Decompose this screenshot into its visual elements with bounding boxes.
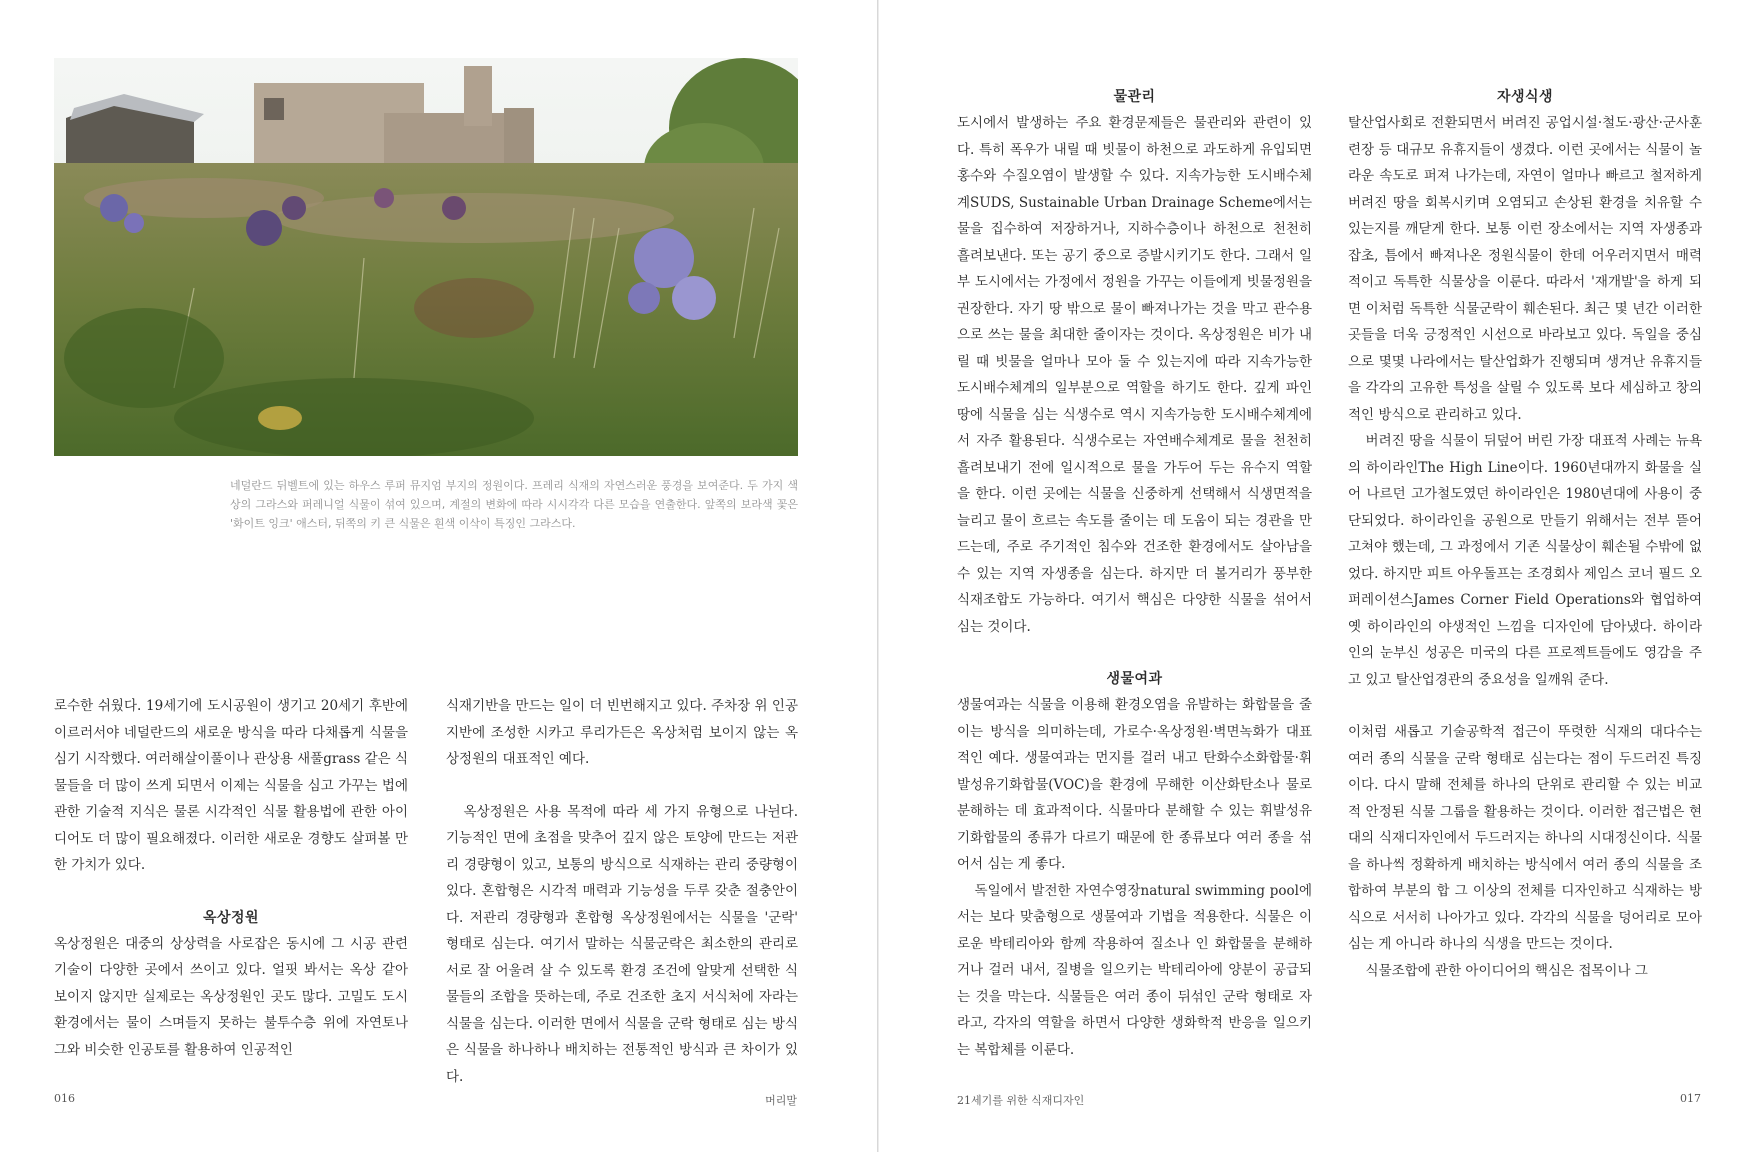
right-column-2 [1348,84,1702,984]
photo-caption: 네덜란드 뒤벨트에 있는 하우스 루퍼 뮤지엄 부지의 정원이다. 프레리 식재의 자연스러운 풍경을 보여준다. 두 가지 색상의 그라스와 퍼레니얼 식물이 섞여 있으며, 계절의 변화에 따라 시시각각 다른 모습을 연출한다. 앞쪽의 보라색 꽃은 '화이트 잉크' 애스터, 뒤쪽의 키 큰 식물은 흰색 이삭이 특징인 그라스다. [230,479,798,530]
right-page [879,0,1756,1152]
page-number: 016 [54,1092,75,1105]
right-column-1 [957,84,1312,1063]
paragraph: 로수한 쉬웠다. 19세기에 도시공원이 생기고 20세기 후반에 이르러서야 네덜란드의 새로운 방식을 따라 다채롭게 식물을 심기 시작했다. 여러해살이풀이나 관상용 새풀grass 같은 식물들을 더 많이 쓰게 되면서 이제는 식물을 심고 가꾸는 법에 관한 기술적 지식은 물론 시각적인 식물 활용법에 관한 아이디어도 더 많이 필요해졌다. 이러한 새로운 경향도 살펴볼 만한 가치가 있다. [54,698,408,873]
section-heading-native: 자생식생 [1496,89,1554,105]
paragraph: 이처럼 새롭고 기술공학적 접근이 뚜렷한 식재의 대다수는 여러 종의 식물을 군락 형태로 심는다는 점이 두드러진 특징이다. 다시 말해 전체를 하나의 단위로 관리할 수 있는 비교적 안정된 식물 그룹을 활용하는 것이다. 이러한 접근법은 현대의 식재디자인에서 두드러지는 하나의 시대정신이다. 식물을 하나씩 정확하게 배치하는 방식에서 여러 종의 식물을 조합하여 부분의 합 그 이상의 전체를 디자인하고 식재하는 방식으로 서서히 나아가고 있다. 각각의 식물을 덩어리로 모아 심는 게 아니라 하나의 식생을 만드는 것이다. [1348,724,1702,952]
left-page [0,0,877,1152]
left-column-2 [446,693,798,1090]
page-number: 017 [1680,1092,1701,1105]
running-title: 21세기를 위한 식재디자인 [957,1094,1085,1107]
paragraph: 탈산업사회로 전환되면서 버려진 공업시설·철도·광산·군사훈련장 등 대규모 유휴지들이 생겼다. 이런 곳에서는 식물이 놀라운 속도로 퍼져 나가는데, 자연이 얼마나 빠르고 철저하게 버려진 땅을 회복시키며 오염되고 손상된 환경을 치유할 수 있는지를 깨닫게 한다. 보통 이런 장소에서는 지역 자생종과 잡초, 틈에서 빠져나온 정원식물이 한데 어우러지면서 매력적이고 독특한 식물상을 이룬다. 따라서 '재개발'을 하게 되면 이처럼 독특한 식물군락이 훼손된다. 최근 몇 년간 이러한 곳들을 더욱 긍정적인 시선으로 바라보고 있다. 독일을 중심으로 몇몇 나라에서는 탈산업화가 진행되며 생겨난 유휴지들을 각각의 고유한 특성을 살릴 수 있도록 보다 세심하고 창의적인 방식으로 관리하고 있다. [1348,115,1702,423]
paragraph: 옥상정원은 대중의 상상력을 사로잡은 동시에 그 시공 관련 기술이 다양한 곳에서 쓰이고 있다. 얼핏 봐서는 옥상 같아 보이지 않지만 실제로는 옥상정원인 곳도 많다. 고밀도 도시환경에서는 물이 스며들지 못하는 불투수층 위에 자연토나 그와 비슷한 인공토를 활용하여 인공적인 [54,935,408,1058]
paragraph: 옥상정원은 사용 목적에 따라 세 가지 유형으로 나뉜다. 기능적인 면에 초점을 맞추어 깊지 않은 토양에 만드는 저관리 경량형이 있고, 보통의 방식으로 식재하는 관리 중량형이 있다. 혼합형은 시각적 매력과 기능성을 두루 갖춘 절충안이다. 저관리 경량형과 혼합형 옥상정원에서는 식물을 '군락' 형태로 심는다. 여기서 말하는 식물군락은 최소한의 관리로 서로 잘 어울려 살 수 있도록 환경 조건에 알맞게 선택한 식물들의 조합을 뜻하는데, 주로 건조한 초지 서식처에 자라는 식물을 심는다. 이러한 면에서 식물을 군락 형태로 심는 방식은 식물을 하나하나 배치하는 전통적인 방식과 큰 차이가 있다. [446,803,798,1085]
garden-photo-illustration [54,58,798,456]
paragraph: 생물여과는 식물을 이용해 환경오염을 유발하는 화합물을 줄이는 방식을 의미하는데, 가로수·옥상정원·벽면녹화가 대표적인 예다. 생물여과는 먼지를 걸러 내고 탄화수소화합물·휘발성유기화합물(VOC)을 환경에 무해한 이산화탄소나 물로 분해하는 데 효과적이다. 식물마다 분해할 수 있는 휘발성유기화합물의 종류가 다르기 때문에 한 종류보다 여러 종을 섞어서 심는 게 좋다. [957,697,1312,872]
paragraph: 버려진 땅을 식물이 뒤덮어 버린 가장 대표적 사례는 뉴욕의 하이라인The High Line이다. 1960년대까지 화물을 실어 나르던 고가철도였던 하이라인은 1980년대에 사용이 중단되었다. 하이라인을 공원으로 만들기 위해서는 전부 뜯어고쳐야 했는데, 그 과정에서 기존 식물상이 훼손될 수밖에 없었다. 하지만 피트 아우돌프는 조경회사 제임스 코너 필드 오퍼레이션스James Corner Field Operations와 협업하여 옛 하이라인의 야생적인 느낌을 디자인에 담아냈다. 하이라인의 눈부신 성공은 미국의 다른 프로젝트들에도 영감을 주고 있고 탈산업경관의 중요성을 일깨워 준다. [1348,433,1702,688]
section-heading-water: 물관리 [1113,89,1156,105]
paragraph: 식물조합에 관한 아이디어의 핵심은 접목이나 그 [1365,962,1648,979]
left-column-1 [54,693,408,1063]
paragraph: 독일에서 발전한 자연수영장natural swimming pool에서는 보다 맞춤형으로 생물여과 기법을 적용한다. 식물은 이로운 박테리아와 함께 작용하여 질소나 인 화합물을 분해하거나 걸러 내서, 질병을 일으키는 박테리아에 양분이 공급되는 것을 막는다. 식물들은 여러 종이 뒤섞인 군락 형태로 자라고, 각자의 역할을 하면서 다양한 생화학적 반응을 일으키는 복합체를 이룬다. [957,882,1312,1058]
section-heading-rooftop: 옥상정원 [202,909,260,926]
paragraph: 도시에서 발생하는 주요 환경문제들은 물관리와 관련이 있다. 특히 폭우가 내릴 때 빗물이 하천으로 과도하게 유입되면 홍수와 수질오염이 발생할 수 있다. 지속가능한 도시배수체계SUDS, Sustainable Urban Drainage Scheme에서는 물을 집수하여 저장하거나, 지하수층이나 하천으로 천천히 흘려보낸다. 또는 공기 중으로 증발시키기도 한다. 그래서 일부 도시에서는 가정에서 정원을 가꾸는 이들에게 빗물정원을 권장한다. 자기 땅 밖으로 물이 빠져나가는 것을 막고 관수용으로 쓰는 물을 최대한 줄이자는 것이다. 옥상정원은 비가 내릴 때 빗물을 얼마나 모아 둘 수 있는지에 따라 지속가능한 도시배수체계의 일부분으로 역할을 하기도 한다. 깊게 파인 땅에 식물을 심는 식생수로 역시 지속가능한 도시배수체계에서 자주 활용된다. 식생수로는 자연배수체계로 물을 천천히 흘려보내기 전에 일시적으로 물을 가두어 두는 유수지 역할을 한다. 이런 곳에는 식물을 신중하게 선택해서 식생면적을 늘리고 물이 흐르는 속도를 줄이는 데 도움이 되는 경관을 만드는데, 주로 주기적인 침수와 건조한 환경에서도 살아남을 수 있는 지역 자생종을 심는다. 하지만 더 볼거리가 풍부한 식재조합도 가능하다. 여기서 핵심은 다양한 식물을 섞어서 심는 것이다. [957,115,1312,635]
paragraph: 식재기반을 만드는 일이 더 빈번해지고 있다. 주차장 위 인공지반에 조성한 시카고 루리가든은 옥상처럼 보이지 않는 옥상정원의 대표적인 예다. [446,698,798,767]
running-title: 머리말 [765,1094,797,1107]
section-heading-biofiltration: 생물여과 [1106,671,1163,687]
garden-photo [54,58,798,456]
